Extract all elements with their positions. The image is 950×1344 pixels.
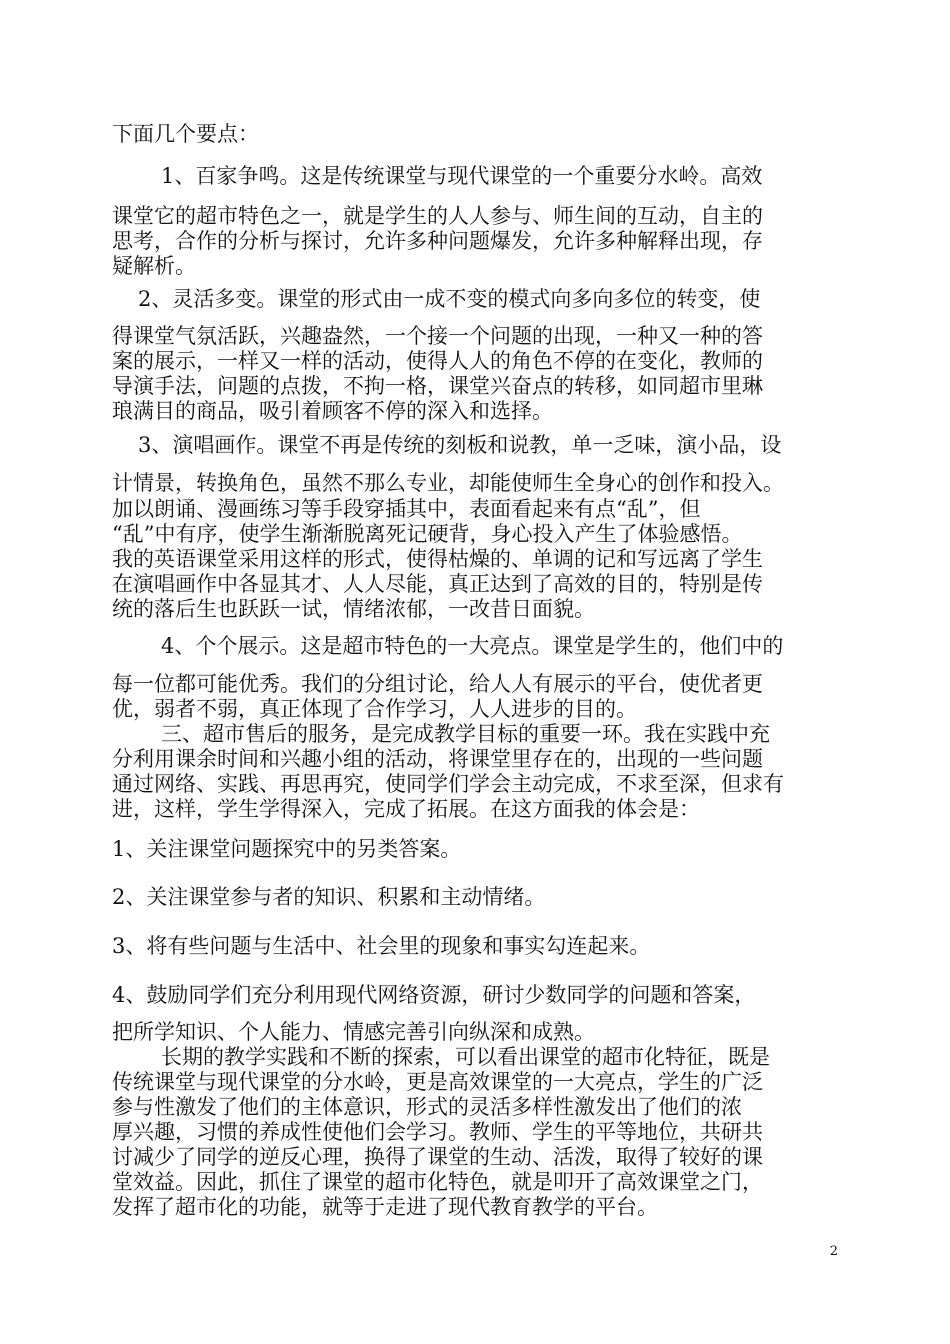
text-line: 在演唱画作中各显其才、人人尽能，真正达到了高效的目的，特别是传 bbox=[112, 572, 763, 596]
text-line: 2、灵活多变。课堂的形式由一成不变的模式向多向多位的转变，使 bbox=[138, 287, 761, 311]
text-line: 优，弱者不弱，真正体现了合作学习，人人进步的目的。 bbox=[112, 697, 637, 721]
text-line: 案的展示，一样又一样的活动，使得人人的角色不停的在变化，教师的 bbox=[112, 349, 763, 373]
text-line: “乱”中有序，使学生渐渐脱离死记硬背，身心投入产生了体验感悟。 bbox=[112, 522, 743, 546]
text-line: 统的落后生也跃跃一试，情绪浓郁，一改昔日面貌。 bbox=[112, 597, 595, 621]
text-line: 下面几个要点： bbox=[112, 122, 259, 146]
text-line: 把所学知识、个人能力、情感完善引向纵深和成熟。 bbox=[112, 1020, 595, 1044]
text-line: 1、百家争鸣。这是传统课堂与现代课堂的一个重要分水岭。高效 bbox=[161, 164, 763, 188]
text-line: 课堂它的超市特色之一，就是学生的人人参与、师生间的互动，自主的 bbox=[112, 204, 763, 228]
text-line: 疑解析。 bbox=[112, 254, 196, 278]
text-line: 通过网络、实践、再思再究，使同学们学会主动完成，不求至深，但求有 bbox=[112, 772, 784, 796]
text-line: 参与性激发了他们的主体意识，形式的灵活多样性激发出了他们的浓 bbox=[112, 1095, 742, 1119]
text-line: 分利用课余时间和兴趣小组的活动，将课堂里存在的，出现的一些问题 bbox=[112, 747, 763, 771]
text-line: 堂效益。因此，抓住了课堂的超市化特色，就是叩开了高效课堂之门， bbox=[112, 1170, 763, 1194]
text-line: 每一位都可能优秀。我们的分组讨论，给人人有展示的平台，使优者更 bbox=[112, 672, 763, 696]
text-line: 得课堂气氛活跃，兴趣盎然，一个接一个问题的出现，一种又一种的答 bbox=[112, 324, 763, 348]
text-line: 厚兴趣，习惯的养成性使他们会学习。教师、学生的平等地位，共研共 bbox=[112, 1120, 763, 1144]
text-line: 计情景，转换角色，虽然不那么专业，却能使师生全身心的创作和投入。 bbox=[112, 471, 784, 495]
page-number: 2 bbox=[829, 1244, 838, 1259]
text-line: 长期的教学实践和不断的探索，可以看出课堂的超市化特征，既是 bbox=[161, 1045, 770, 1069]
text-line: 1、关注课堂问题探究中的另类答案。 bbox=[112, 837, 462, 861]
text-line: 3、演唱画作。课堂不再是传统的刻板和说教，单一乏味，演小品，设 bbox=[138, 433, 782, 457]
text-line: 我的英语课堂采用这样的形式，使得枯燥的、单调的记和写远离了学生 bbox=[112, 547, 763, 571]
text-line: 三、超市售后的服务，是完成教学目标的重要一环。我在实践中充 bbox=[161, 722, 770, 746]
text-line: 导演手法，问题的点拨，不拘一格，课堂兴奋点的转移，如同超市里琳 bbox=[112, 374, 763, 398]
text-line: 3、将有些问题与生活中、社会里的现象和事实勾连起来。 bbox=[112, 934, 651, 958]
text-line: 琅满目的商品，吸引着顾客不停的深入和选择。 bbox=[112, 399, 553, 423]
text-line: 2、关注课堂参与者的知识、积累和主动情绪。 bbox=[112, 885, 546, 909]
text-line: 4、鼓励同学们充分利用现代网络资源，研讨少数同学的问题和答案， bbox=[112, 983, 756, 1007]
text-line: 进，这样，学生学得深入，完成了拓展。在这方面我的体会是： bbox=[112, 797, 700, 821]
text-line: 讨减少了同学的逆反心理，换得了课堂的生动、活泼，取得了较好的课 bbox=[112, 1145, 763, 1169]
text-line: 加以朗诵、漫画练习等手段穿插其中，表面看起来有点“乱”，但 bbox=[112, 497, 701, 521]
text-line: 传统课堂与现代课堂的分水岭，更是高效课堂的一大亮点，学生的广泛 bbox=[112, 1070, 763, 1094]
text-line: 4、个个展示。这是超市特色的一大亮点。课堂是学生的，他们中的 bbox=[161, 634, 784, 658]
text-line: 思考，合作的分析与探讨，允许多种问题爆发，允许多种解释出现，存 bbox=[112, 229, 763, 253]
text-line: 发挥了超市化的功能，就等于走进了现代教育教学的平台。 bbox=[112, 1195, 658, 1219]
